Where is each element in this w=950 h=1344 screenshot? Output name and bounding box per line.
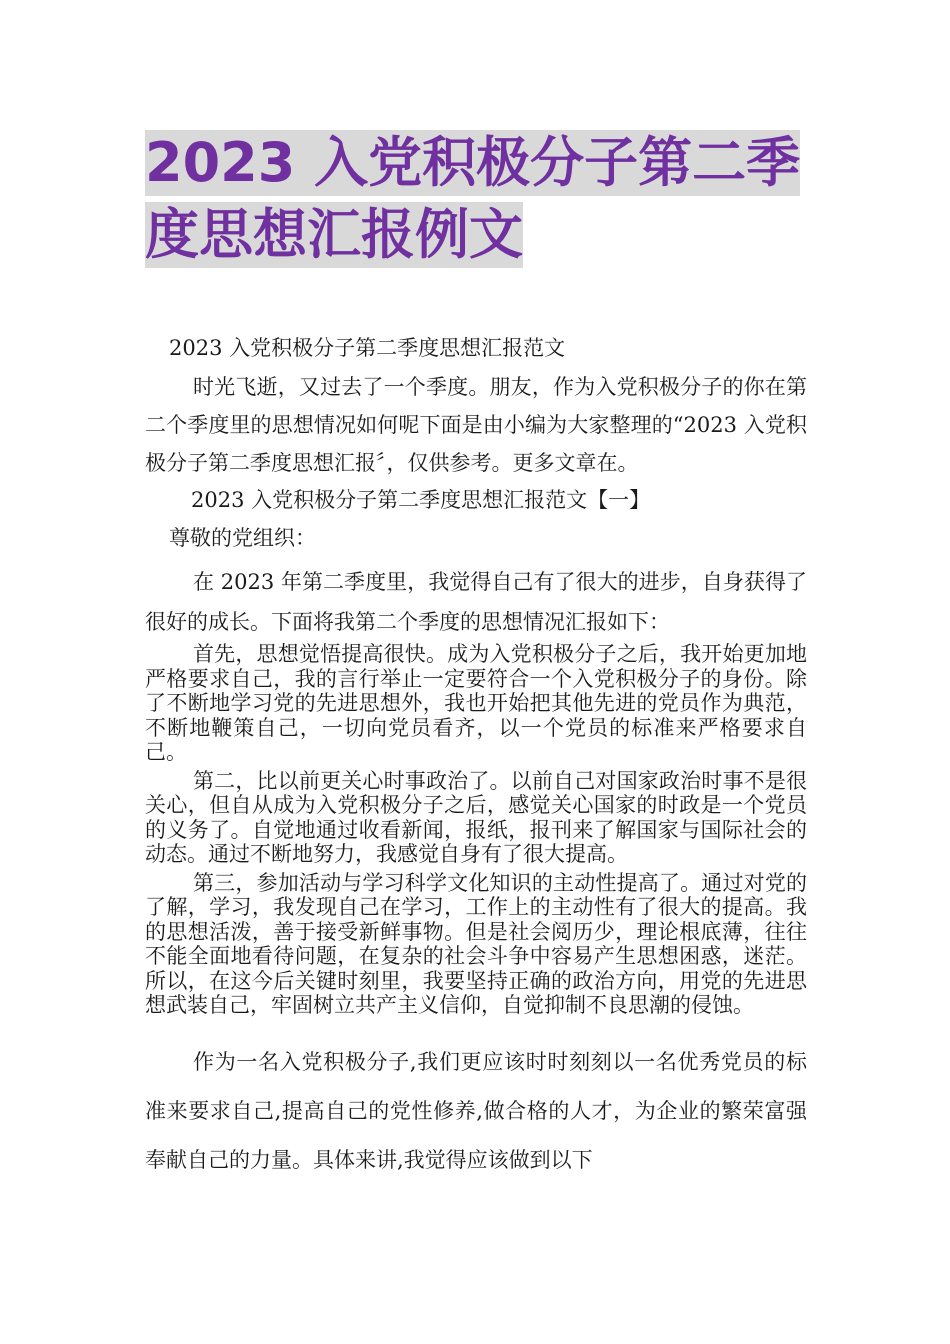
section-heading: 2023 入党积极分子第二季度思想汇报范文【一】 (191, 488, 651, 512)
third-point-paragraph: 第三，参加活动与学习科学文化知识的主动性提高了。通过对党的了解，学习，我发现自己在学习，工作上的主动性有了很大的提高。我的思想活泼，善于接受新鲜事物。但是社会阅历少，理论根底薄，往往不能全面地看待问题，在复杂的社会斗争中容易产生思想困惑，迷茫。所以，在这今后关键时刻里，我要坚持正确的政治方向，用党的先进思想武装自己，牢固树立共产主义信仰，自觉抑制不良思潮的侵蚀。 (145, 870, 807, 1017)
salutation: 尊敬的党组织： (169, 526, 316, 550)
closing-paragraph: 作为一名入党积极分子,我们更应该时时刻刻以一名优秀党员的标准来要求自己,提高自己的党性修养,做合格的人才，为企业的繁荣富强奉献自己的力量。具体来讲,我觉得应该做到以下 (145, 1049, 807, 1172)
second-point-paragraph: 第二，比以前更关心时事政治了。以前自己对国家政治时事不是很关心，但自从成为入党积极分子之后，感觉关心国家的时政是一个党员的义务了。自觉地通过收看新闻，报纸，报刊来了解国家与国际社会的动态。通过不断地努力，我感觉自身有了很大提高。 (145, 768, 807, 866)
intro-paragraph: 时光飞逝，又过去了一个季度。朋友，作为入党积极分子的你在第二个季度里的思想情况如何呢下面是由小编为大家整理的“2023 入党积极分子第二季度思想汇报〞，仅供参考。更多文章在。 (145, 375, 807, 475)
first-point-paragraph: 首先，思想觉悟提高很快。成为入党积极分子之后，我开始更加地严格要求自己，我的言行举止一定要符合一个入党积极分子的身份。除了不断地学习党的先进思想外，我也开始把其他先进的党员作为典范，不断地鞭策自己，一切向党员看齐，以一个党员的标准来严格要求自己。 (145, 642, 807, 764)
subtitle: 2023 入党积极分子第二季度思想汇报范文 (169, 336, 566, 360)
opening-paragraph: 在 2023 年第二季度里，我觉得自己有了很大的进步，自身获得了很好的成长。下面将我第二个季度的思想情况汇报如下： (145, 570, 807, 634)
title-line-2: 度思想汇报例文 (145, 203, 523, 266)
document-title (145, 130, 810, 274)
document-body (145, 330, 807, 1185)
title-line-1: 2023 入党积极分子第二季 (145, 131, 801, 194)
